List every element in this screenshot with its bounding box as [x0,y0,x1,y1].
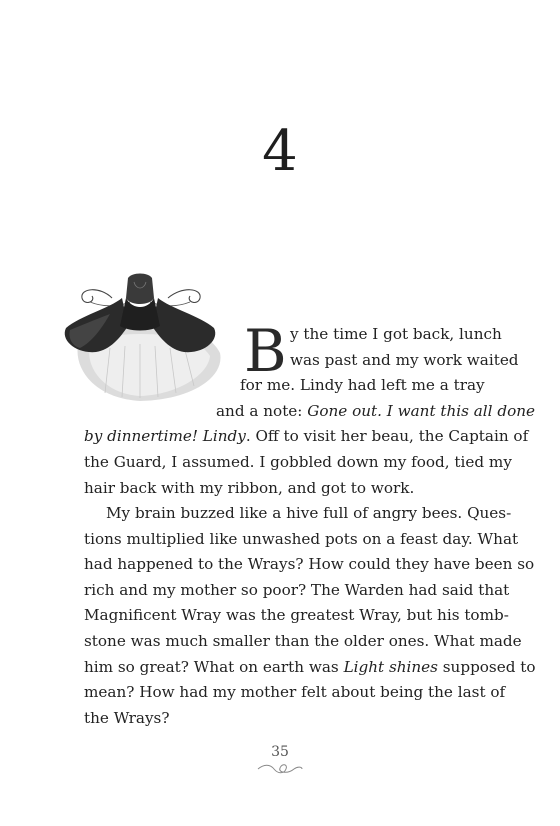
text-line: rich and my mother so poor? The Warden had said that [84,580,510,599]
text-line: had happened to the Wrays? How could they have been so [84,555,535,574]
flourish-ornament [256,760,304,776]
drop-cap: B [244,317,287,385]
text-line: y the time I got back, lunch [290,325,502,343]
text-line: him so great? What on earth was Light shines supposed to [84,657,536,676]
text-line: the Wrays? [84,708,170,727]
text-line: for me. Lindy had left me a tray [240,376,485,395]
text-line: was past and my work waited [290,350,519,369]
text-line: Magnificent Wray was the greatest Wray, but his tomb- [84,606,509,625]
chapter-number: 4 [262,119,298,184]
text-line: the Guard, I assumed. I gobbled down my food, tied my [84,453,512,471]
text-line: My brain buzzed like a hive full of angry bees. Ques- [106,504,512,522]
text-line: mean? How had my mother felt about being the last of [84,683,506,702]
text-line: by dinnertime! Lindy. Off to visit her beau, the Captain of [84,427,529,446]
dress-illustration [50,268,230,403]
text-line: and a note: Gone out. I want this all done [216,401,535,420]
text-line: hair back with my ribbon, and got to work. [84,478,415,497]
text-line: stone was much smaller than the older ones. What made [84,632,522,650]
page-number: 35 [271,744,289,760]
text-line: tions multiplied like unwashed pots on a feast day. What [84,529,519,548]
